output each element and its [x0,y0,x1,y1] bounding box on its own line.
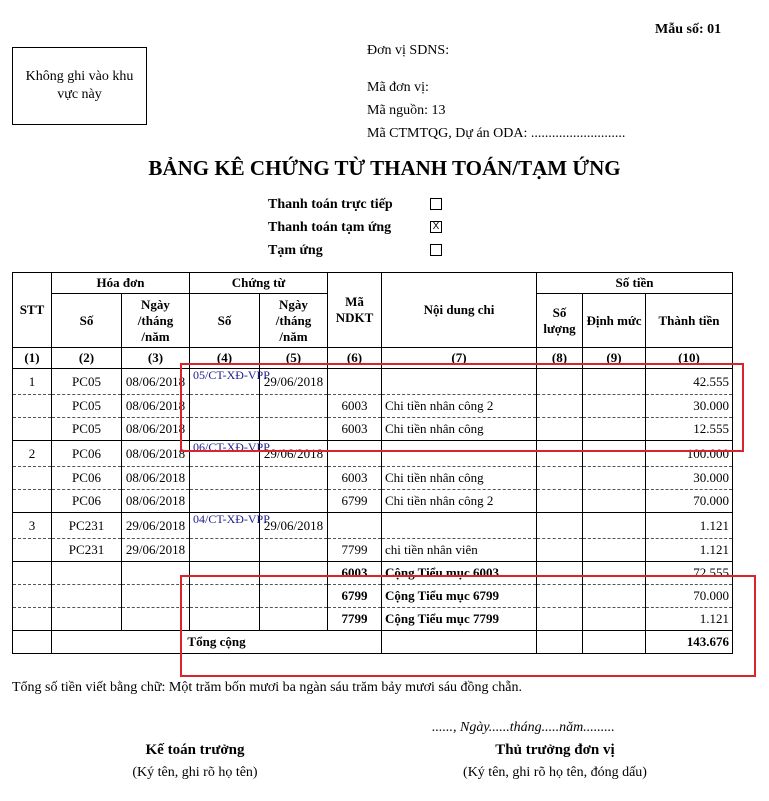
cell-voucher-no: 04/CT-XĐ-VPP [190,513,260,539]
header-invoice: Hóa đơn [52,273,190,294]
cell-stt [13,467,52,490]
total-amount: 143.676 [646,631,733,654]
cell-invoice-no: PC231 [52,513,122,539]
col-num: (5) [260,348,328,369]
unit-code-label: Mã đơn vị: [367,80,429,95]
header-invoice-date: Ngày /tháng /năm [122,294,190,348]
subtotal-label: Cộng Tiểu mục 6003 [382,562,537,585]
cell-stt [13,395,52,418]
col-num: (9) [583,348,646,369]
cell-amount: 1.121 [646,513,733,539]
header-invoice-no: Số [52,294,122,348]
no-write-box [12,47,147,125]
table-row [13,490,733,513]
cell-stt: 3 [13,513,52,539]
signature-head-of-unit [420,742,690,781]
cell-voucher-date [260,467,328,490]
program-code-label: Mã CTMTQG, Dự án ODA: ........................... [367,126,626,141]
cell-content: Chi tiền nhân công 2 [382,490,537,513]
checkbox-advance-payment[interactable]: X [430,221,442,233]
cell-amount: 1.121 [646,539,733,562]
cell-ndkt [328,513,382,539]
cell-invoice-no: PC06 [52,441,122,467]
cell-amount: 30.000 [646,467,733,490]
cell-qty [537,490,583,513]
cell-amount: 12.555 [646,418,733,441]
cell-ndkt: 6003 [328,395,382,418]
checkbox-label-advance: Tạm ứng [268,243,323,258]
cell-stt [13,418,52,441]
cell-stt [13,490,52,513]
cell-qty [537,513,583,539]
subtotal-amount: 1.121 [646,608,733,631]
cell-invoice-date: 29/06/2018 [122,539,190,562]
subtotal-ndkt: 6799 [328,585,382,608]
header-amount: Số tiền [537,273,733,294]
cell-invoice-date: 08/06/2018 [122,441,190,467]
cell-voucher-date: 29/06/2018 [260,513,328,539]
cell-stt [13,539,52,562]
header-voucher-no: Số [190,294,260,348]
header-qty: Số lượng [537,294,583,348]
cell-invoice-no: PC231 [52,539,122,562]
no-write-box-text: Không ghi vào khu vực này [25,69,134,102]
unit-sdns-label: Đơn vị SDNS: [367,43,450,58]
header-ndkt: Mã NDKT [328,273,382,348]
checkbox-label-direct: Thanh toán trực tiếp [268,197,393,212]
cell-invoice-date: 08/06/2018 [122,418,190,441]
subtotal-label: Cộng Tiểu mục 7799 [382,608,537,631]
signature-title: Thủ trưởng đơn vị [495,742,615,758]
highlight-box-bottom [180,575,756,677]
cell-content: chi tiền nhân viên [382,539,537,562]
cell-ndkt: 7799 [328,539,382,562]
checkbox-label-advance-payment: Thanh toán tạm ứng [268,220,392,235]
cell-content: Chi tiền nhân công [382,467,537,490]
header-norm: Định mức [583,294,646,348]
cell-voucher-date [260,490,328,513]
cell-stt: 2 [13,441,52,467]
subtotal-label: Cộng Tiểu mục 6799 [382,585,537,608]
table-row [13,513,733,539]
highlight-box-top [180,363,744,452]
signature-chief-accountant [95,742,295,781]
header-stt: STT [13,273,52,348]
cell-stt: 1 [13,369,52,395]
col-num: (10) [646,348,733,369]
signature-title: Kế toán trưởng [145,742,245,758]
subtotal-amount: 72.555 [646,562,733,585]
signature-note: (Ký tên, ghi rõ họ tên, đóng dấu) [463,765,647,780]
cell-voucher-no [190,490,260,513]
subtotal-amount: 70.000 [646,585,733,608]
cell-invoice-date: 08/06/2018 [122,467,190,490]
date-line: ......, Ngày......tháng.....năm......... [432,720,615,735]
cell-invoice-no: PC06 [52,467,122,490]
form-code: Mẫu số: 01 [655,22,722,37]
cell-qty [537,539,583,562]
cell-voucher-date [260,539,328,562]
cell-norm [583,539,646,562]
checkbox-advance[interactable] [430,244,442,256]
source-code-label: Mã nguồn: 13 [367,103,446,118]
total-label: Tổng cộng [52,631,382,654]
cell-amount: 70.000 [646,490,733,513]
cell-voucher-no: 06/CT-XĐ-VPP [190,441,260,467]
header-total: Thành tiền [646,294,733,348]
cell-invoice-no: PC05 [52,369,122,395]
signature-note: (Ký tên, ghi rõ họ tên) [132,765,258,780]
page-title: BẢNG KÊ CHỨNG TỪ THANH TOÁN/TẠM ỨNG [148,156,621,180]
cell-voucher-no [190,467,260,490]
col-num: (2) [52,348,122,369]
cell-norm [583,467,646,490]
cell-voucher-date: 29/06/2018 [260,441,328,467]
cell-norm [583,513,646,539]
cell-invoice-date: 08/06/2018 [122,395,190,418]
cell-invoice-date: 08/06/2018 [122,490,190,513]
col-num: (3) [122,348,190,369]
col-num: (7) [382,348,537,369]
cell-invoice-no: PC05 [52,418,122,441]
col-num: (1) [13,348,52,369]
cell-voucher-no [190,539,260,562]
table-row [13,467,733,490]
header-voucher: Chứng từ [190,273,328,294]
cell-amount: 30.000 [646,395,733,418]
cell-invoice-date: 08/06/2018 [122,369,190,395]
col-num: (6) [328,348,382,369]
col-num: (4) [190,348,260,369]
subtotal-ndkt: 7799 [328,608,382,631]
cell-amount: 100.000 [646,441,733,467]
col-num: (8) [537,348,583,369]
cell-ndkt: 6799 [328,490,382,513]
cell-amount: 42.555 [646,369,733,395]
cell-invoice-no: PC06 [52,490,122,513]
checkbox-direct[interactable] [430,198,442,210]
cell-voucher-date: 29/06/2018 [260,369,328,395]
cell-invoice-date: 29/06/2018 [122,513,190,539]
table-row [13,539,733,562]
cell-voucher-no: 05/CT-XĐ-VPP [190,369,260,395]
cell-content: Chi tiền nhân công 2 [382,395,537,418]
cell-content: Chi tiền nhân công [382,418,537,441]
cell-ndkt: 6003 [328,467,382,490]
cell-invoice-no: PC05 [52,395,122,418]
cell-content [382,513,537,539]
cell-ndkt: 6003 [328,418,382,441]
amount-in-words: Tổng số tiền viết bằng chữ: Một trăm bốn mươi ba ngàn sáu trăm bảy mươi sáu đồng chẵn. [12,680,522,695]
header-voucher-date: Ngày /tháng /năm [260,294,328,348]
cell-norm [583,490,646,513]
cell-qty [537,467,583,490]
header-content: Nội dung chi [382,273,537,348]
subtotal-ndkt: 6003 [328,562,382,585]
